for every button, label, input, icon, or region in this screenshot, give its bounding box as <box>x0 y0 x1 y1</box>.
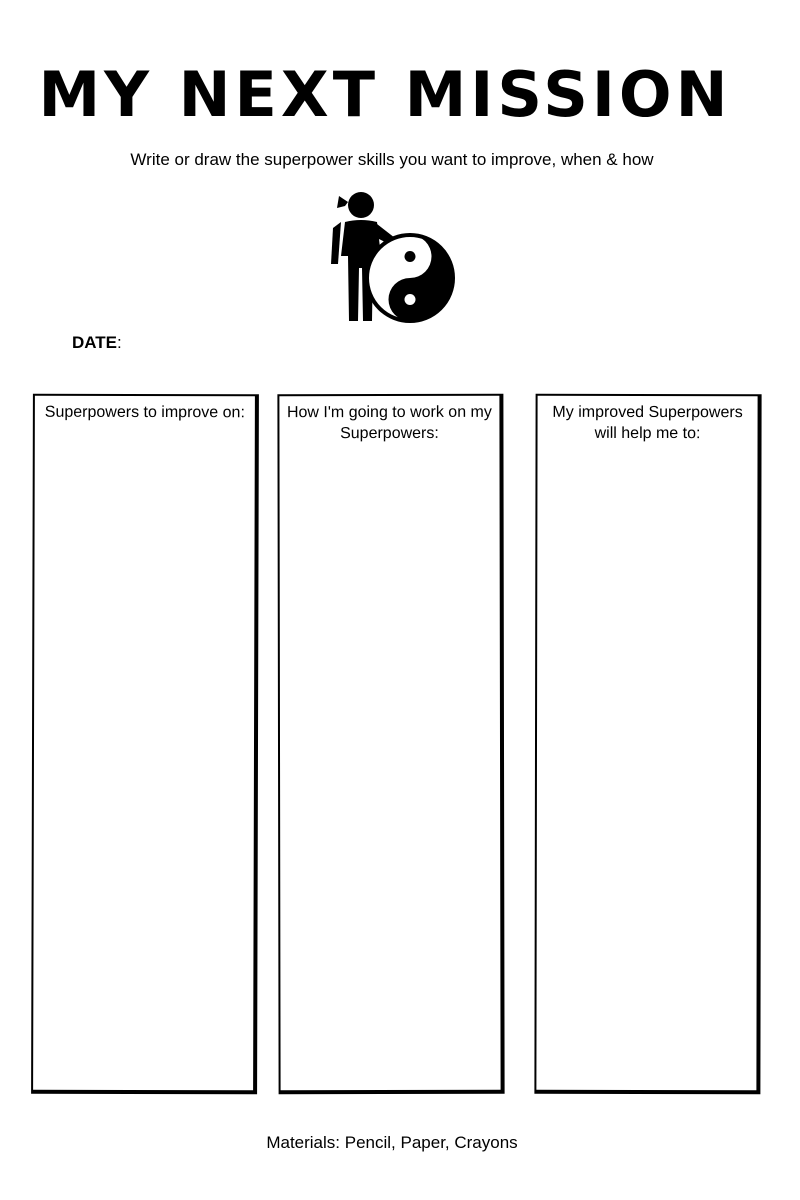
writing-area[interactable] <box>279 456 500 1090</box>
date-separator: : <box>117 333 122 352</box>
person-with-yin-yang-icon <box>325 186 460 326</box>
column-heading: My improved Superpowers will help me to: <box>552 403 743 443</box>
column-superpowers-to-improve <box>31 394 259 1095</box>
person-with-yin-yang-svg <box>325 186 460 326</box>
writing-area[interactable] <box>33 456 255 1091</box>
column-heading: Superpowers to improve on: <box>44 403 245 422</box>
worksheet-title: MY NEXT MISSION <box>38 58 732 131</box>
materials-text: Materials: Pencil, Paper, Crayons <box>266 1133 518 1152</box>
writing-area[interactable] <box>536 456 757 1090</box>
date-field[interactable] <box>72 333 122 353</box>
instructions-text: Write or draw the superpower skills you want to improve, when & how <box>130 150 654 169</box>
date-label: DATE <box>72 333 118 352</box>
column-improved-superpowers <box>534 394 761 1094</box>
yin-yang-symbol <box>367 235 453 321</box>
column-how-to-work-on <box>277 394 504 1094</box>
column-heading: How I'm going to work on my Superpowers: <box>286 403 492 443</box>
